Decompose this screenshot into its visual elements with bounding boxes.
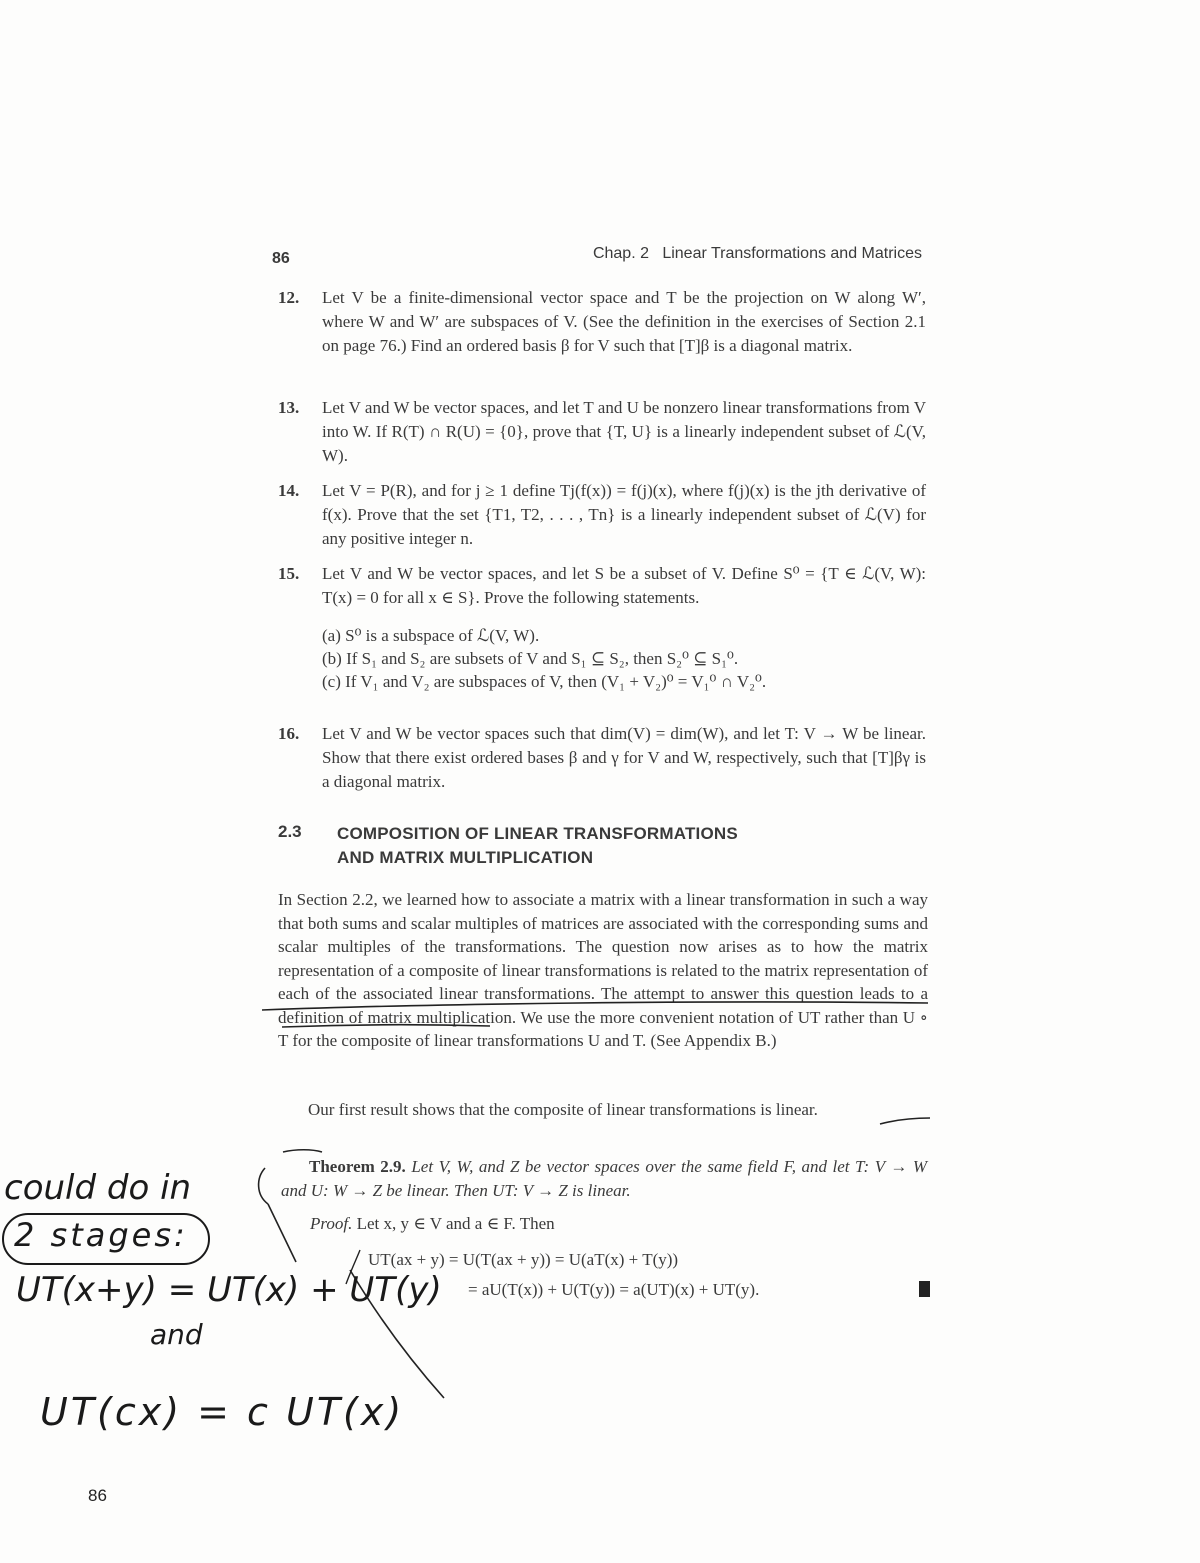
exercise-number: 15. xyxy=(278,564,300,583)
section-title-line1: COMPOSITION OF LINEAR TRANSFORMATIONS xyxy=(337,824,738,843)
exercise-number: 16. xyxy=(278,724,300,743)
exercise-text: Let V and W be vector spaces, and let T and U be nonzero linear transformations from V into W. If R(T) ∩ R(U) = {0}, prove that {T, U} is a linearly independent subset of ℒ(V, W). xyxy=(322,398,926,465)
handwriting-line2: 2 stages: xyxy=(14,1216,188,1254)
underline-stroke xyxy=(880,1118,930,1124)
exercise-part-b: (b) If S₁ and S₂ are subsets of V and S₁ ⊆ S₂, then S₂⁰ ⊆ S₁⁰. xyxy=(322,649,739,668)
theorem-statement: Let V, W, and Z be vector spaces over the same field F, and let T: V → W and U: W → Z be linear. Then UT: V → Z is linear. xyxy=(281,1157,928,1200)
proof-label: Proof. xyxy=(310,1214,353,1233)
section-number: 2.3 xyxy=(278,822,302,841)
underline-stroke xyxy=(283,1150,322,1152)
handwriting-line1: could do in xyxy=(4,1168,192,1208)
handwriting-line4: and xyxy=(150,1318,203,1351)
exercise-text: Let V be a finite-dimensional vector space and T be the projection on W along W′, where W and W′ are subspaces of V. (See the definition in the exercises of Section 2.1 on page 76.) Find an ordered basis β for V such that [T]β is a diagonal matrix. xyxy=(322,288,926,355)
exercise-text: Let V = P(R), and for j ≥ 1 define Tj(f(x)) = f(j)(x), where f(j)(x) is the jth derivative of f(x). Prove that the set {T1, T2, . . . , Tn} is a linearly independent subset of ℒ(V) for any positive integer n. xyxy=(322,481,926,548)
underline-stroke xyxy=(262,1002,928,1010)
running-title: Chap. 2 Linear Transformations and Matrices xyxy=(592,245,922,262)
section-title-line2: AND MATRIX MULTIPLICATION xyxy=(337,848,594,867)
proof-text: Let x, y ∈ V and a ∈ F. Then xyxy=(356,1214,555,1233)
exercise-part-c: (c) If V₁ and V₂ are subspaces of V, then (V₁ + V₂)⁰ = V₁⁰ ∩ V₂⁰. xyxy=(322,672,767,691)
exercise-text: Let V and W be vector spaces, and let S be a subset of V. Define S⁰ = {T ∈ ℒ(V, W): T(x) = 0 for all x ∈ S}. Prove the following statements. xyxy=(322,564,926,607)
proof-equation-line2: = aU(T(x)) + U(T(y)) = a(UT)(x) + UT(y). xyxy=(468,1280,760,1299)
underline-stroke xyxy=(282,1025,490,1027)
arrow-stroke xyxy=(268,1204,296,1262)
handwriting-line3: UT(x+y) = UT(x) + UT(y) xyxy=(16,1270,442,1310)
theorem-label: Theorem 2.9. xyxy=(309,1157,406,1176)
header-page-number: 86 xyxy=(272,250,290,267)
proof-equation-line1: UT(ax + y) = U(T(ax + y)) = U(aT(x) + T(y)) xyxy=(368,1250,679,1269)
exercise-part-a: (a) S⁰ is a subspace of ℒ(V, W). xyxy=(322,626,540,645)
handwriting-line5: UT(cx) = c UT(x) xyxy=(40,1390,405,1434)
intro-paragraph: In Section 2.2, we learned how to associate a matrix with a linear transformation in such a way that both sums and scalar multiples of matrices are associated with the corresponding sums and scalar multiples of the transformations. The question now arises as to how the matrix representation of a composite of linear transformations is related to the matrix representation of each of the associated linear transformations. The attempt to answer this question leads to a definition of matrix multiplication. We use the more convenient notation of UT rather than U ∘ T for the composite of linear transformations U and T. (See Appendix B.) xyxy=(278,890,928,1050)
second-paragraph: Our first result shows that the composite of linear transformations is linear. xyxy=(308,1100,818,1119)
exercise-number: 14. xyxy=(278,481,300,500)
exercise-number: 13. xyxy=(278,398,300,417)
bracket-stroke xyxy=(259,1168,268,1204)
footer-page-number: 86 xyxy=(88,1486,107,1505)
exercise-text: Let V and W be vector spaces such that dim(V) = dim(W), and let T: V → W be linear. Show that there exist ordered bases β and γ for V and W, respectively, such that [T]βγ is a diagonal matrix. xyxy=(322,724,926,791)
exercise-number: 12. xyxy=(278,288,300,307)
